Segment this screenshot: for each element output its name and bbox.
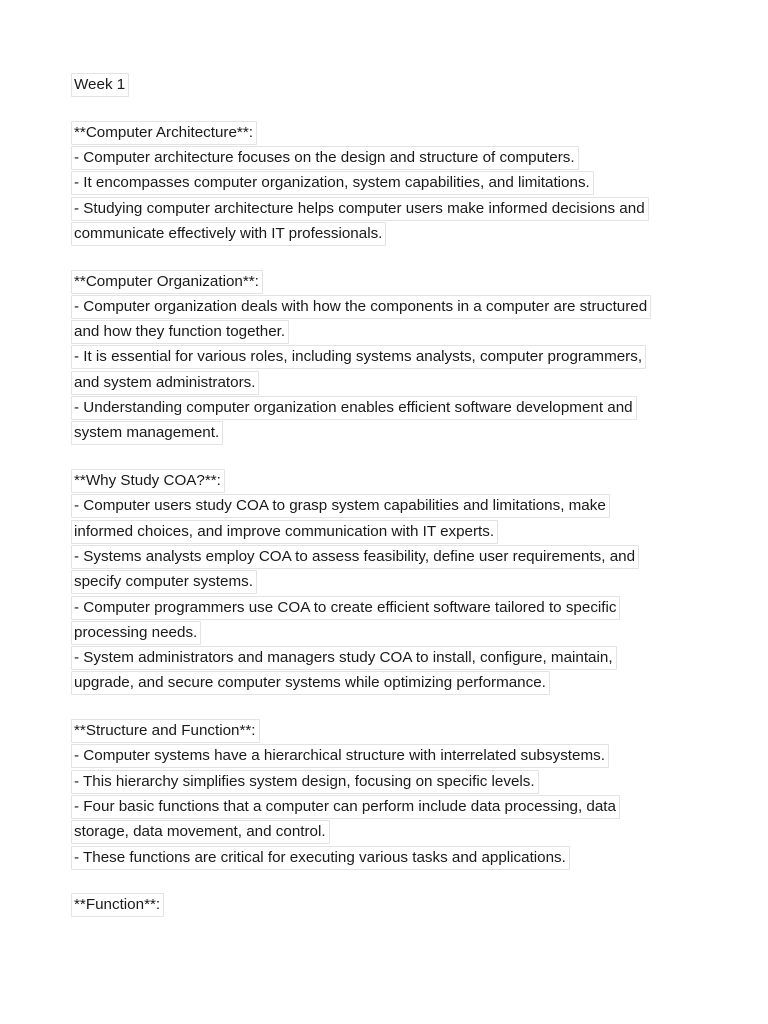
text-line: upgrade, and secure computer systems while optimizing performance. — [71, 671, 768, 696]
section-heading: **Why Study COA?**: — [71, 469, 768, 494]
text-line: system management. — [71, 421, 768, 446]
paragraph-gap — [71, 98, 768, 120]
paragraph-gap — [71, 871, 768, 893]
text-line: - Computer organization deals with how the components in a computer are structured — [71, 295, 768, 320]
text-line: - Studying computer architecture helps computer users make informed decisions and — [71, 197, 768, 222]
text-line: - Systems analysts employ COA to assess feasibility, define user requirements, and — [71, 545, 768, 570]
text-line: - Computer users study COA to grasp system capabilities and limitations, make — [71, 494, 768, 519]
text-line: - Computer systems have a hierarchical structure with interrelated subsystems. — [71, 744, 768, 769]
text-line: communicate effectively with IT professionals. — [71, 222, 768, 247]
text-line: storage, data movement, and control. — [71, 820, 768, 845]
text-line: - These functions are critical for executing various tasks and applications. — [71, 846, 768, 871]
section-heading: **Function**: — [71, 893, 768, 918]
text-line: - Computer architecture focuses on the design and structure of computers. — [71, 146, 768, 171]
paragraph-gap — [71, 247, 768, 269]
section-heading: **Computer Architecture**: — [71, 121, 768, 146]
text-line: processing needs. — [71, 621, 768, 646]
text-line: - Four basic functions that a computer can perform include data processing, data — [71, 795, 768, 820]
paragraph-gap — [71, 447, 768, 469]
text-line: - It is essential for various roles, including systems analysts, computer programmers, — [71, 345, 768, 370]
paragraph-gap — [71, 697, 768, 719]
text-line: specify computer systems. — [71, 570, 768, 595]
text-line: informed choices, and improve communication with IT experts. — [71, 520, 768, 545]
text-line: - It encompasses computer organization, system capabilities, and limitations. — [71, 171, 768, 196]
section-heading: **Structure and Function**: — [71, 719, 768, 744]
text-line: - This hierarchy simplifies system design, focusing on specific levels. — [71, 770, 768, 795]
text-line: - System administrators and managers study COA to install, configure, maintain, — [71, 646, 768, 671]
text-line: - Computer programmers use COA to create efficient software tailored to specific — [71, 596, 768, 621]
text-line: - Understanding computer organization enables efficient software development and — [71, 396, 768, 421]
week-title: Week 1 — [71, 73, 768, 98]
text-line: and how they function together. — [71, 320, 768, 345]
section-heading: **Computer Organization**: — [71, 270, 768, 295]
text-line: and system administrators. — [71, 371, 768, 396]
